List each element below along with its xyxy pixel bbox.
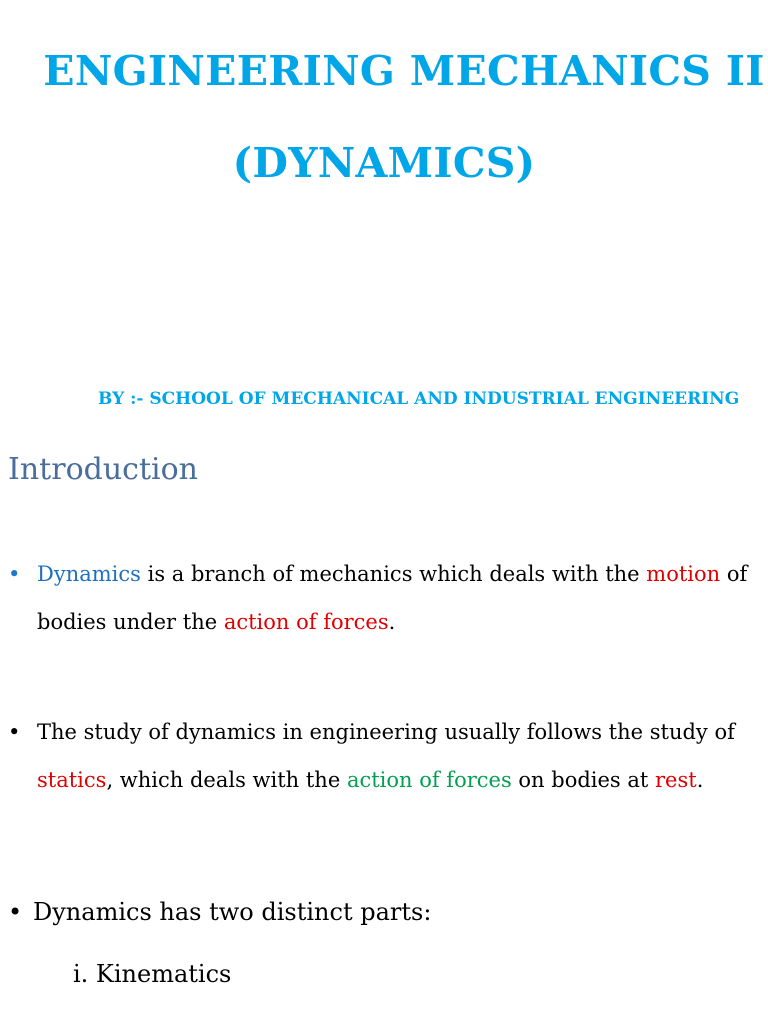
bullet-text: . — [388, 610, 396, 634]
bullet-icon: • — [8, 898, 23, 926]
term-dynamics: Dynamics — [37, 562, 141, 586]
bullet-text: on bodies at — [511, 768, 656, 792]
bullet-item-3 — [8, 888, 432, 936]
bullet-item-2 — [8, 708, 768, 804]
title-line-1: ENGINEERING MECHANICS II — [43, 47, 765, 95]
byline: BY :- SCHOOL OF MECHANICAL AND INDUSTRIAL ENGINEERING — [98, 389, 740, 409]
bullet-text: Dynamics has two distinct parts: — [33, 898, 432, 926]
highlight-action-of-forces: action of forces — [223, 610, 389, 634]
highlight-rest: rest — [655, 768, 697, 792]
highlight-action-of-forces: action of forces — [346, 768, 512, 792]
bullet-text: . — [696, 768, 704, 792]
bullet-text: The study of dynamics in engineering usually follows the study of — [37, 720, 735, 744]
title-line-2: (DYNAMICS) — [232, 139, 536, 187]
sub-item-kinematics: i. Kinematics — [73, 960, 232, 988]
highlight-statics: statics — [37, 768, 107, 792]
bullet-text: , which deals with the — [106, 768, 347, 792]
bullet-icon: • — [8, 720, 21, 744]
bullet-text: of bodies under the — [37, 562, 748, 634]
section-heading: Introduction — [8, 452, 198, 487]
bullet-icon: • — [8, 562, 21, 586]
bullet-text: is a branch of mechanics which deals with the — [140, 562, 647, 586]
bullet-item-1 — [8, 550, 768, 646]
highlight-motion: motion — [646, 562, 721, 586]
